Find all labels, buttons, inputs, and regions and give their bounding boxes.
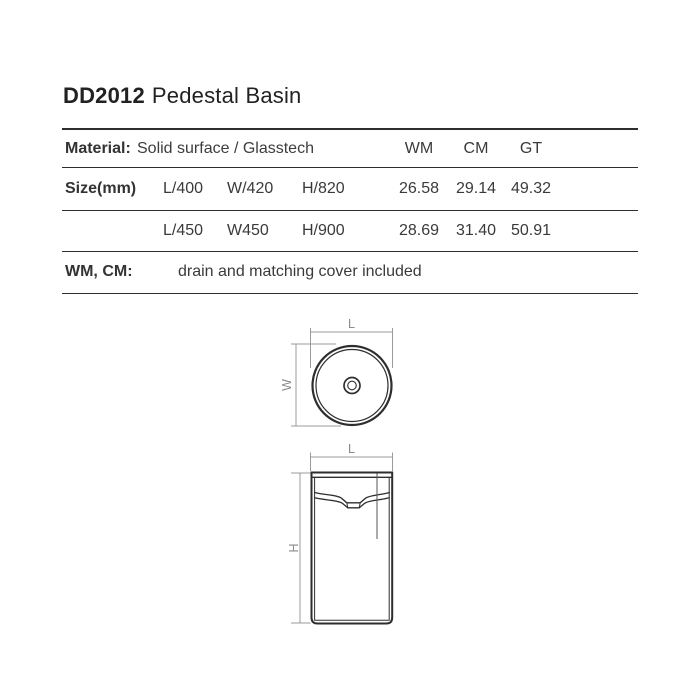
note-value: drain and matching cover included [178,263,422,280]
size2-length: L/450 [163,222,204,239]
top-width-label: W [280,379,294,391]
column-header-gt: GT [519,140,543,157]
size2-wm-value: 28.69 [398,222,440,239]
material-value: Solid surface / Glasstech [137,140,314,157]
column-header-cm: CM [463,140,489,157]
size-label: Size(mm) [65,180,137,197]
material-label: Material: [65,140,131,157]
size2-gt-value: 50.91 [510,222,552,239]
size1-gt-value: 49.32 [510,180,552,197]
size1-width: W/420 [227,180,274,197]
note-label: WM, CM: [65,263,133,280]
size2-cm-value: 31.40 [455,222,497,239]
top-view-drawing [280,317,393,426]
front-length-label: L [348,442,355,456]
pedestal-body-outline [312,473,393,624]
model-number: DD2012 [63,83,145,108]
front-view-drawing [287,442,393,624]
front-height-label: H [287,543,301,553]
size2-width: W450 [227,222,269,239]
size1-height: H/820 [302,180,345,197]
basin-outer-rim [313,346,392,425]
size1-length: L/400 [163,180,204,197]
size1-cm-value: 29.14 [455,180,497,197]
size1-wm-value: 26.58 [398,180,440,197]
column-header-wm: WM [404,140,434,157]
top-length-label: L [348,317,355,331]
size2-height: H/900 [302,222,345,239]
product-name: Pedestal Basin [151,83,302,108]
